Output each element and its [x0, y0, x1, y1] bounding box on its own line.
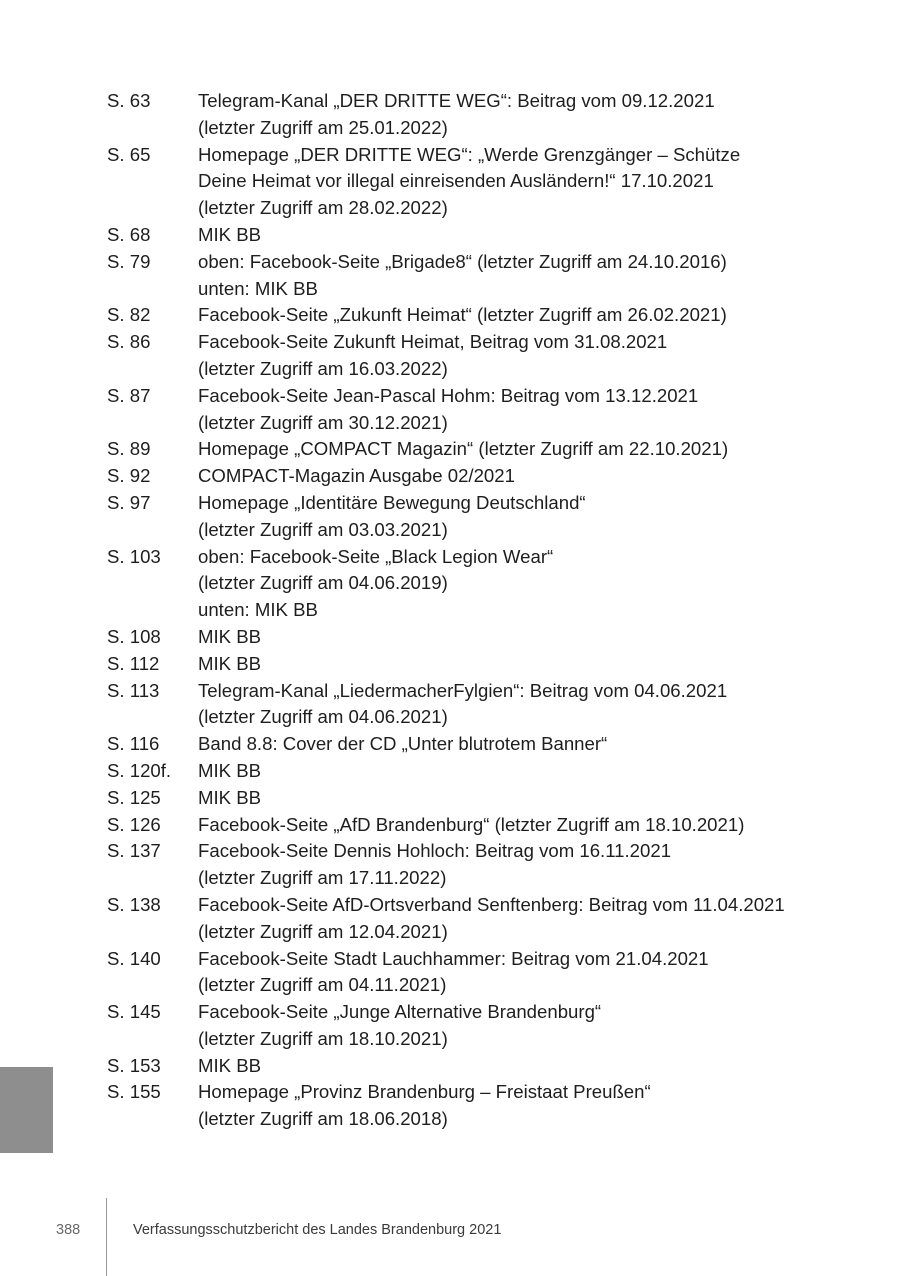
credit-source-line: (letzter Zugriff am 04.06.2021): [198, 706, 448, 728]
credit-entry: [107, 436, 867, 463]
credit-page-ref: S. 63: [107, 90, 151, 111]
credit-source-line: MIK BB: [198, 652, 262, 674]
credit-source: [198, 999, 867, 1053]
credit-entry: [107, 678, 867, 732]
credit-entry: [107, 731, 867, 758]
credit-entry: [107, 785, 867, 812]
credit-source-line: oben: Facebook-Seite „Black Legion Wear“: [198, 545, 554, 567]
credit-source-line: Homepage „DER DRITTE WEG“: „Werde Grenzgänger – Schütze: [198, 143, 741, 165]
credit-source: [198, 758, 867, 785]
credit-source: [198, 142, 867, 222]
credit-page-ref: S. 120f.: [107, 759, 172, 781]
credit-source: [198, 302, 867, 329]
credit-source: [198, 624, 867, 651]
credit-source: [198, 731, 867, 758]
credit-source-line: (letzter Zugriff am 28.02.2022): [198, 197, 448, 219]
credit-source-line: unten: MIK BB: [198, 599, 318, 621]
credit-page-ref: S. 112: [107, 652, 160, 674]
credit-page-ref: S. 86: [107, 331, 151, 353]
credit-source-line: Facebook-Seite „Junge Alternative Brandenburg“: [198, 1001, 602, 1023]
credit-page-ref: S. 87: [107, 384, 151, 406]
credit-page-ref: S. 68: [107, 223, 151, 245]
credit-source-line: Facebook-Seite „AfD Brandenburg“ (letzter Zugriff am 18.10.2021): [198, 813, 745, 835]
credit-entry: [107, 249, 867, 303]
credit-page-ref: S. 113: [107, 679, 160, 701]
credit-source-line: (letzter Zugriff am 17.11.2022): [198, 867, 447, 889]
credit-source-line: MIK BB: [198, 786, 262, 808]
credit-source-line: Facebook-Seite „Zukunft Heimat“ (letzter Zugriff am 26.02.2021): [198, 304, 727, 326]
credit-source: [198, 463, 867, 490]
credit-source: [198, 544, 867, 624]
credit-source: [198, 383, 867, 437]
credit-source-line: (letzter Zugriff am 04.11.2021): [198, 974, 447, 996]
chapter-marker-tab: [0, 1067, 53, 1153]
credit-source: [198, 490, 867, 544]
credit-page-ref: S. 89: [107, 438, 151, 460]
credit-entry: [107, 999, 867, 1053]
credit-entry: [107, 490, 867, 544]
credit-source-line: MIK BB: [198, 625, 262, 647]
credit-page-ref: S. 82: [107, 304, 151, 326]
credit-source-line: Telegram-Kanal „LiedermacherFylgien“: Beitrag vom 04.06.2021: [198, 679, 728, 701]
credit-source: [198, 651, 867, 678]
credit-entry: [107, 1053, 867, 1080]
credit-page-ref: S. 140: [107, 947, 161, 969]
credit-source: [198, 222, 867, 249]
credit-source-line: Homepage „Identitäre Bewegung Deutschland“: [198, 491, 586, 513]
credit-entry: [107, 651, 867, 678]
credit-entry: [107, 946, 867, 1000]
credit-source-line: Telegram-Kanal „DER DRITTE WEG“: Beitrag vom 09.12.2021: [198, 90, 715, 111]
credit-entry: [107, 88, 867, 142]
credit-source-line: MIK BB: [198, 759, 262, 781]
credit-page-ref: S. 145: [107, 1001, 161, 1023]
credit-source-line: Deine Heimat vor illegal einreisenden Ausländern!“ 17.10.2021: [198, 170, 714, 192]
credit-entry: [107, 892, 867, 946]
credit-source-line: (letzter Zugriff am 18.06.2018): [198, 1108, 448, 1130]
credit-page-ref: S. 138: [107, 893, 161, 915]
page-number: 388: [56, 1222, 81, 1238]
credit-source: [198, 88, 867, 142]
credit-source-line: unten: MIK BB: [198, 277, 318, 299]
credit-source-line: MIK BB: [198, 1054, 262, 1076]
credit-entry: [107, 463, 867, 490]
credit-entry: [107, 544, 867, 624]
credit-source-line: (letzter Zugriff am 03.03.2021): [198, 518, 448, 540]
credit-source-line: Facebook-Seite Zukunft Heimat, Beitrag vom 31.08.2021: [198, 331, 668, 353]
credit-source: [198, 678, 867, 732]
credit-source-line: (letzter Zugriff am 18.10.2021): [198, 1027, 448, 1049]
credit-source: [198, 946, 867, 1000]
credit-entry: [107, 329, 867, 383]
credit-source-line: (letzter Zugriff am 12.04.2021): [198, 920, 448, 942]
credit-source-line: Facebook-Seite AfD-Ortsverband Senftenberg: Beitrag vom 11.04.2021: [198, 893, 785, 915]
credit-page-ref: S. 153: [107, 1054, 161, 1076]
credit-source: [198, 892, 867, 946]
credit-entry: [107, 302, 867, 329]
credit-source-line: MIK BB: [198, 223, 262, 245]
credit-source-line: oben: Facebook-Seite „Brigade8“ (letzter Zugriff am 24.10.2016): [198, 250, 727, 272]
credit-source-line: Homepage „COMPACT Magazin“ (letzter Zugriff am 22.10.2021): [198, 438, 729, 460]
credit-source: [198, 785, 867, 812]
credit-source-line: (letzter Zugriff am 16.03.2022): [198, 357, 448, 379]
credit-entry: [107, 758, 867, 785]
credit-source-line: (letzter Zugriff am 04.06.2019): [198, 572, 448, 594]
credit-source: [198, 436, 867, 463]
credit-source-line: (letzter Zugriff am 30.12.2021): [198, 411, 448, 433]
credit-page-ref: S. 103: [107, 545, 161, 567]
credit-page-ref: S. 108: [107, 625, 161, 647]
credit-page-ref: S. 155: [107, 1081, 161, 1103]
credit-source-line: Band 8.8: Cover der CD „Unter blutrotem Banner“: [198, 733, 608, 755]
credit-entry: [107, 383, 867, 437]
credit-page-ref: S. 137: [107, 840, 161, 862]
footer-title: Verfassungsschutzbericht des Landes Brandenburg 2021: [133, 1222, 502, 1238]
credit-page-ref: S. 125: [107, 786, 161, 808]
credit-source-line: Homepage „Provinz Brandenburg – Freistaat Preußen“: [198, 1081, 651, 1103]
credit-entry: [107, 142, 867, 222]
credit-source: [198, 249, 867, 303]
image-credits-list: [107, 88, 867, 1133]
credit-page-ref: S. 65: [107, 143, 151, 165]
credit-page-ref: S. 97: [107, 491, 151, 513]
credit-page-ref: S. 92: [107, 465, 151, 487]
credit-source-line: (letzter Zugriff am 25.01.2022): [198, 116, 448, 138]
footer-divider: [106, 1198, 107, 1276]
credit-source: [198, 329, 867, 383]
credit-entry: [107, 1079, 867, 1133]
credit-source: [198, 1079, 867, 1133]
credit-entry: [107, 838, 867, 892]
credit-source-line: Facebook-Seite Dennis Hohloch: Beitrag vom 16.11.2021: [198, 840, 672, 862]
credit-page-ref: S. 79: [107, 250, 151, 272]
credit-source: [198, 1053, 867, 1080]
credit-source-line: COMPACT-Magazin Ausgabe 02/2021: [198, 465, 515, 487]
credit-source-line: Facebook-Seite Jean-Pascal Hohm: Beitrag vom 13.12.2021: [198, 384, 699, 406]
credit-page-ref: S. 126: [107, 813, 161, 835]
credit-page-ref: S. 116: [107, 733, 160, 755]
credit-entry: [107, 812, 867, 839]
credit-entry: [107, 222, 867, 249]
credit-source: [198, 812, 867, 839]
credit-entry: [107, 624, 867, 651]
credit-source-line: Facebook-Seite Stadt Lauchhammer: Beitrag vom 21.04.2021: [198, 947, 709, 969]
credit-source: [198, 838, 867, 892]
